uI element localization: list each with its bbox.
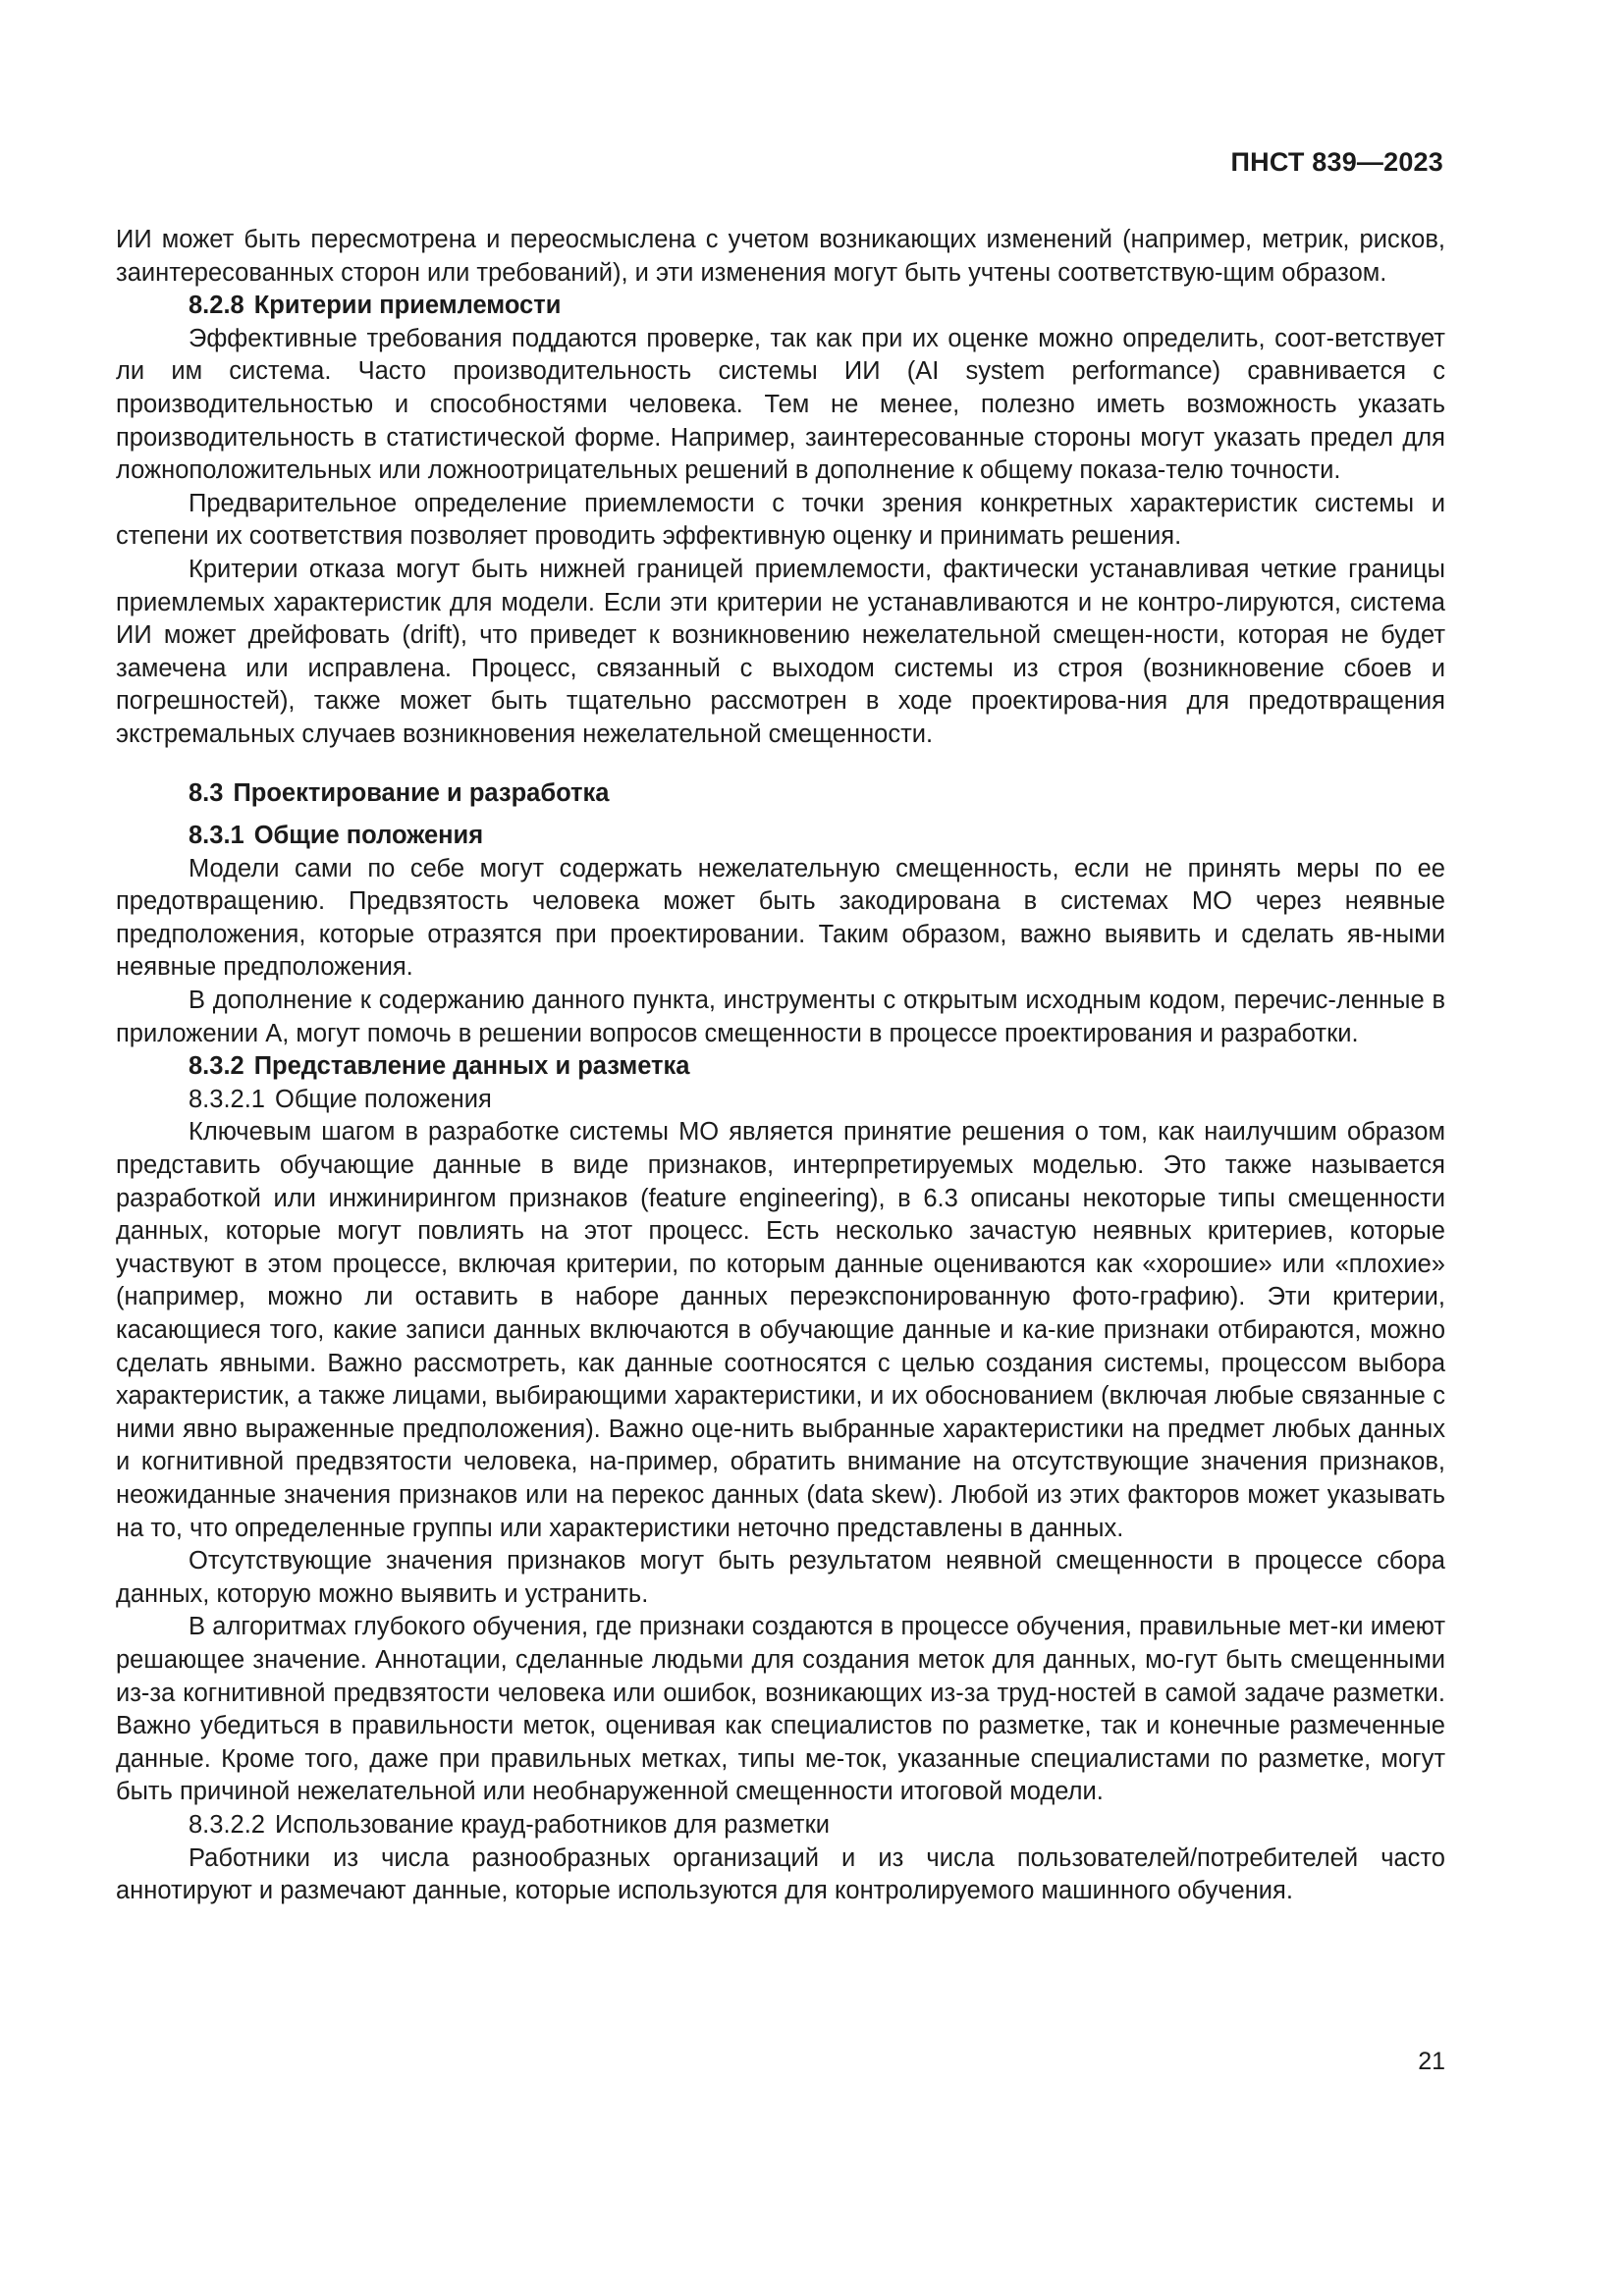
section-number: 8.3.2: [189, 1052, 244, 1081]
paragraph: Предварительное определение приемлемости с точки зрения конкретных характеристик системы и степени их соответствия позволяет проводить эффективную оценку и принимать решения.: [116, 489, 1445, 551]
section-title: Критерии приемлемости: [253, 292, 562, 320]
section-title: Общие положения: [274, 1085, 492, 1113]
paragraph: Отсутствующие значения признаков могут быть результатом неявной смещенности в процессе сбора данных, которую можно выявить и устранить.: [116, 1547, 1445, 1608]
section-title: Использование крауд-работников для разметки: [274, 1810, 831, 1839]
paragraph: Эффективные требования поддаются проверке, так как при их оценке можно определить, соот-ветствует ли им система. Часто производительность системы ИИ (AI system performance) сравнивается с производительностью и способностями человека. Тем не менее, полезно иметь возможность указать производительность в статистической форме. Например, заинтересованные стороны могут указать предел для ложноположительных или ложноотрицательных решений в дополнение к общему показа-телю точности.: [116, 324, 1445, 485]
paragraph: Модели сами по себе могут содержать нежелательную смещенность, если не принять меры по ее предотвращению. Предвзятость человека может быть закодирована в системах МО через неявные предположения, которые отразятся при проектировании. Таким образом, важно выявить и сделать яв-ными неявные предположения.: [116, 854, 1445, 982]
section-8-3-1-heading: [116, 820, 1445, 853]
paragraph: Работники из числа разнообразных организаций и из числа пользователей/потребителей часто аннотируют и размечают данные, которые используются для контролируемого машинного обучения.: [116, 1843, 1445, 1905]
document-body: [116, 224, 1445, 1908]
section-title: Общие положения: [253, 822, 484, 850]
section-8-2-8-heading: [116, 290, 1445, 323]
section-title: Проектирование и разработка: [233, 778, 610, 807]
section-8-3-heading: [116, 777, 1445, 811]
section-8-3-2-2-heading: [116, 1809, 1445, 1842]
section-8-3-2-1-heading: [116, 1084, 1445, 1117]
section-number: 8.3.2.2: [189, 1810, 265, 1839]
section-number: 8.3: [189, 778, 224, 807]
paragraph: Критерии отказа могут быть нижней границей приемлемости, фактически устанавливая четкие границы приемлемых характеристик для модели. Если эти критерии не устанавливаются и не контро-лируются, система ИИ может дрейфовать (drift), что приведет к возникновению нежелательной смещен-ности, которая не будет замечена или исправлена. Процесс, связанный с выходом системы из строя (возникновение сбоев и погрешностей), также может быть тщательно рассмотрен в ходе проектирова-ния для предотвращения экстремальных случаев возникновения нежелательной смещенности.: [116, 555, 1445, 748]
section-number: 8.3.1: [189, 822, 244, 850]
section-8-3-2-heading: [116, 1050, 1445, 1084]
paragraph: В алгоритмах глубокого обучения, где признаки создаются в процессе обучения, правильные мет-ки имеют решающее значение. Аннотации, сделанные людьми для создания меток для данных, мо-гут быть смещенными из-за когнитивной предвзятости человека или ошибок, возникающих из-за труд-ностей в самой задаче разметки. Важно убедиться в правильности меток, оценивая как специалистов по разметке, так и конечные размеченные данные. Кроме того, даже при правильных метках, типы ме-ток, указанные специалистами по разметке, могут быть причиной нежелательной или необнаруженной смещенности итоговой модели.: [116, 1613, 1445, 1806]
page-number: 21: [1418, 2048, 1445, 2075]
section-number: 8.2.8: [189, 292, 244, 320]
paragraph: В дополнение к содержанию данного пункта, инструменты с открытым исходным кодом, перечис-ленные в приложении А, могут помочь в решении вопросов смещенности в процессе проектирования и разработки.: [116, 987, 1445, 1047]
paragraph: Ключевым шагом в разработке системы МО является принятие решения о том, как наилучшим образом представить обучающие данные в виде признаков, интерпретируемых моделью. Это также называется разработкой или инжинирингом признаков (feature engineering), в 6.3 описаны некоторые типы смещенности данных, которые могут повлиять на этот процесс. Есть несколько зачастую неявных критериев, которые участвуют в этом процессе, включая критерии, по которым данные оцениваются как «хорошие» или «плохие» (например, можно ли оставить в наборе данных переэкспонированную фото-графию). Эти критерии, касающиеся того, какие записи данных включаются в обучающие данные и ка-кие признаки отбираются, можно сделать явными. Важно рассмотреть, как данные соотносятся с целью создания системы, процессом выбора характеристик, а также лицами, выбирающими характеристики, и их обоснованием (включая любые связанные с ними явно выраженные предположения). Важно оце-нить выбранные характеристики на предмет любых данных и когнитивной предвзятости человека, на-пример, обратить внимание на отсутствующие значения признаков, неожиданные значения признаков или на перекос данных (data skew). Любой из этих факторов может указывать на то, что определенные группы или характеристики неточно представлены в данных.: [116, 1118, 1445, 1542]
document-code: ПНСТ 839—2023: [1230, 147, 1443, 177]
section-number: 8.3.2.1: [189, 1085, 265, 1113]
intro-paragraph: ИИ может быть пересмотрена и переосмыслена с учетом возникающих изменений (например, метрик, рисков, заинтересованных сторон или требований), и эти изменения могут быть учтены соответствую-щим образом.: [116, 226, 1445, 287]
section-title: Представление данных и разметка: [253, 1052, 690, 1081]
